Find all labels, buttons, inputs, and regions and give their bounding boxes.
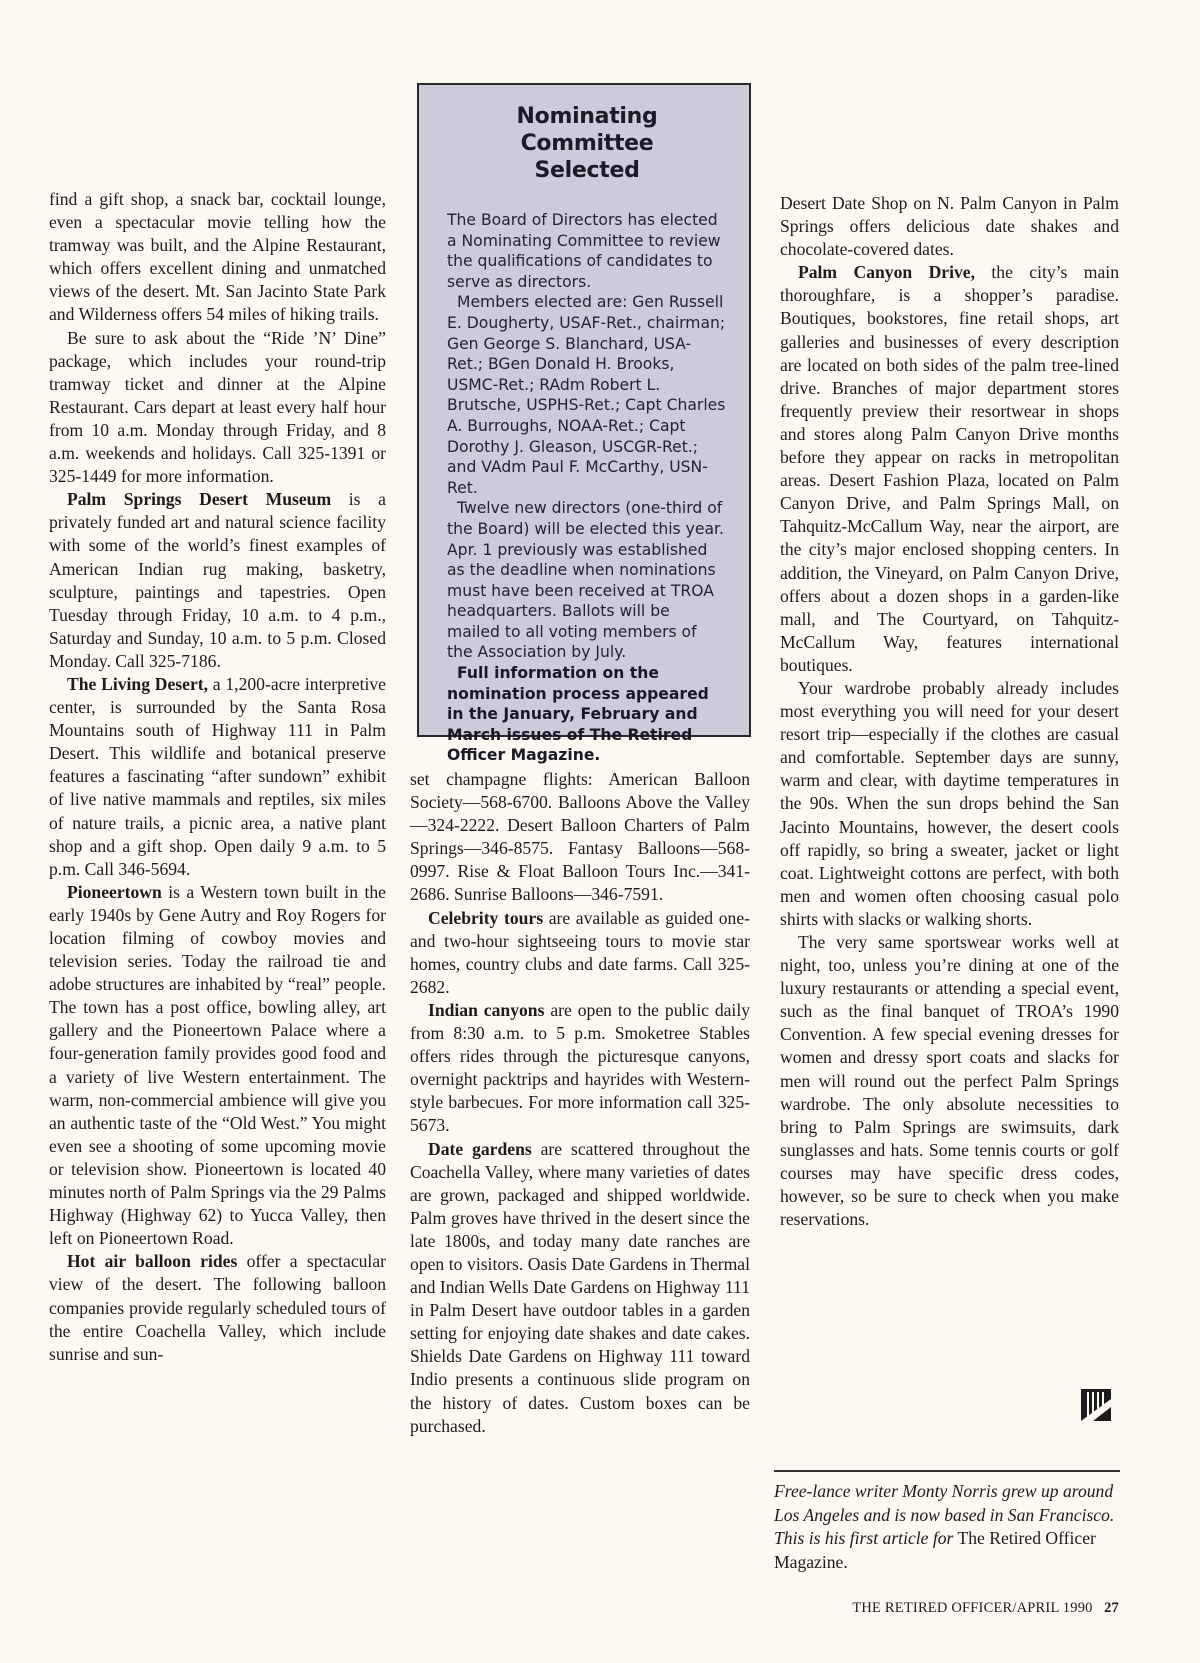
sidebar-title <box>447 103 727 184</box>
footer-publication: THE RETIRED OFFICER/APRIL 1990 <box>852 1600 1093 1616</box>
article-column-3 <box>780 192 1119 1231</box>
sidebar-title-line1: Nominating Committee <box>516 104 658 156</box>
paragraph-body: are available as guided one- and two-hour sightseeing tours to movie star homes, country clubs and date farms. Call 325-2682. <box>410 907 750 997</box>
article-paragraph <box>49 881 386 1251</box>
article-paragraph <box>780 261 1119 677</box>
paragraph-lead: The Living Desert, <box>67 673 209 694</box>
paragraph-lead: Palm Springs Desert Museum <box>67 489 332 510</box>
article-paragraph <box>49 673 386 881</box>
bio-divider <box>774 1470 1120 1472</box>
paragraph-body: the city’s main thoroughfare, is a shopper’s paradise. Boutiques, bookstores, fine retail shops, art galleries and businesses of every description are located on both sides of the palm tree-lined drive. Branches of major department stores frequently preview their resortwear in shops and stores along Palm Canyon Drive months before they appear on racks in metropolitan areas. Desert Fashion Plaza, located on Palm Canyon Drive, and Palm Springs Mall, on Tahquitz-McCallum Way, near the airport, are the city’s major enclosed shopping centers. In addition, the Vineyard, on Palm Canyon Drive, offers about a dozen shops in a garden-like mall, and The Courtyard, on Tahquitz-McCallum Way, features international boutiques. <box>780 262 1119 675</box>
bio-italic: Free-lance writer Monty Norris grew up around Los Angeles and is now based in San Francisco. This is his first article for <box>774 1481 1115 1548</box>
paragraph-lead: Pioneertown <box>67 881 162 902</box>
article-paragraph <box>410 1138 750 1438</box>
article-paragraph: Be sure to ask about the “Ride ’N’ Dine” package, which includes your round-trip tramway ticket and dinner at the Alpine Restaurant. Cars depart at least every half hour from 10 a.m. Monday through Friday, and 8 a.m. weekends and holidays. Call 325-1391 or 325-1449 for more information. <box>49 327 386 487</box>
sidebar-paragraph: The Board of Directors has elected a Nominating Committee to review the qualifications of candidates to serve as directors. <box>447 211 721 291</box>
article-paragraph <box>49 1250 386 1365</box>
article-paragraph: find a gift shop, a snack bar, cocktail lounge, even a spectacular movie telling how the tramway was built, and the Alpine Restaurant, which offers excellent dining and unmatched views of the desert. Mt. San Jacinto State Park and Wilderness offers 54 miles of hiking trails. <box>49 189 386 325</box>
article-paragraph: set champagne flights: American Balloon Society—568-6700. Balloons Above the Valley—324-2222. Desert Balloon Charters of Palm Springs—346-8575. Fantasy Balloons—568-0997. Rise & Float Balloon Tours Inc.—341-2686. Sunrise Balloons—346-7591. <box>410 769 750 905</box>
article-column-2 <box>410 768 750 1438</box>
sidebar-paragraph: Members elected are: Gen Russell E. Dougherty, USAF-Ret., chairman; Gen George S. Blanchard, USA-Ret.; BGen Donald H. Brooks, USMC-Ret.; RAdm Robert L. Brutsche, USPHS-Ret.; Capt Charles A. Burroughs, NOAA-Ret.; Capt Dorothy J. Gleason, USCGR-Ret.; and VAdm Paul F. McCarthy, USN-Ret. <box>447 293 726 497</box>
article-paragraph <box>410 999 750 1138</box>
paragraph-body: is a privately funded art and natural science facility with some of the world’s finest examples of American Indian rug making, basketry, sculpture, paintings and tapestries. Open Tuesday through Friday, 10 a.m. to 4 p.m., Saturday and Sunday, 10 a.m. to 5 p.m. Closed Monday. Call 325-7186. <box>49 489 386 671</box>
article-paragraph: Desert Date Shop on N. Palm Canyon in Palm Springs offers delicious date shakes and chocolate-covered dates. <box>780 193 1119 260</box>
sidebar-paragraph: Twelve new directors (one-third of the Board) will be elected this year. Apr. 1 previously was established as the deadline when nominations must have been received at TROA headquarters. Ballots will be mailed to all voting members of the Association by July. <box>447 499 724 662</box>
page-footer <box>804 1600 1119 1617</box>
paragraph-body: is a Western town built in the early 1940s by Gene Autry and Roy Rogers for location filming of cowboy movies and television series. Today the railroad tie and adobe structures are inhabited by “real” people. The town has a post office, bowling alley, art gallery and the Pioneertown Palace where a four-generation family provides good food and a variety of live Western entertainment. The warm, non-commercial ambience will give you an authentic taste of the “Old West.” You might even see a shooting of some upcoming movie or television show. Pioneertown is located 40 minutes north of Palm Springs via the 29 Palms Highway (Highway 62) to Yucca Valley, then left on Pioneertown Road. <box>49 881 386 1249</box>
author-bio <box>774 1480 1120 1574</box>
article-column-1 <box>49 188 386 1366</box>
article-paragraph: Your wardrobe probably already includes most everything you will need for your desert resort trip—especially if the clothes are casual and comfortable. September days are sunny, warm and clear, with daytime temperatures in the 90s. When the sun drops behind the San Jacinto Mountains, however, the desert cools off rapidly, so bring a sweater, jacket or light coat. Lightweight cottons are perfect, with both men and women often choosing casual polo shirts with slacks or walking shorts. <box>780 677 1119 929</box>
sidebar-note: Full information on the nomination process appeared in the January, February and March issues of The Retired Officer Magazine. <box>447 664 709 765</box>
sidebar-title-line2: Selected <box>534 158 640 183</box>
paragraph-lead: Palm Canyon Drive, <box>798 262 975 283</box>
end-of-article-icon <box>1079 1387 1113 1423</box>
paragraph-body: are scattered throughout the Coachella Valley, where many varieties of dates are grown, packaged and shipped worldwide. Palm groves have thrived in the desert since the late 1800s, and today many date ranches are open to visitors. Oasis Date Gardens in Thermal and Indian Wells Date Gardens on Highway 111 in Palm Desert have outdoor tables in a garden setting for enjoying date shakes and date cakes. Shields Date Gardens on Highway 111 toward Indio presents a continuous slide program on the history of dates. Custom boxes can be purchased. <box>410 1138 750 1436</box>
article-paragraph <box>49 488 386 673</box>
paragraph-lead: Date gardens <box>428 1138 532 1159</box>
bio-magazine: The Retired Officer Magazine. <box>774 1528 1096 1572</box>
paragraph-lead: Indian canyons <box>428 999 545 1020</box>
paragraph-body: a 1,200-acre interpretive center, is surrounded by the Santa Rosa Mountains south of Highway 111 in Palm Desert. This wildlife and botanical preserve features a fascinating “after sundown” exhibit of live native mammals and reptiles, six miles of nature trails, a picnic area, a native plant shop and a gift shop. Open daily 9 a.m. to 5 p.m. Call 346-5694. <box>49 673 386 879</box>
paragraph-body: offer a spectacular view of the desert. The following balloon companies provide regularly scheduled tours of the entire Coachella Valley, which include sunrise and sun- <box>49 1251 386 1364</box>
article-paragraph <box>410 907 750 999</box>
paragraph-body: are open to the public daily from 8:30 a.m. to 5 p.m. Smoketree Stables offers rides through the picturesque canyons, overnight packtrips and hayrides with Western-style barbecues. For more information call 325-5673. <box>410 999 750 1136</box>
page-number: 27 <box>1104 1600 1119 1616</box>
nominating-committee-sidebar <box>417 83 751 765</box>
article-paragraph: The very same sportswear works well at night, too, unless you’re dining at one of the luxury restaurants or attending a special event, such as the final banquet of TROA’s 1990 Convention. A few special evening dresses for women and dressy sport coats and slacks for men will round out the perfect Palm Springs wardrobe. The only absolute necessities to bring to Palm Springs are swimsuits, dark sunglasses and hats. Some tennis courts or golf courses may have specific dress codes, however, so be sure to check when you make reservations. <box>780 932 1119 1230</box>
paragraph-lead: Hot air balloon rides <box>67 1251 238 1272</box>
paragraph-lead: Celebrity tours <box>428 907 544 928</box>
